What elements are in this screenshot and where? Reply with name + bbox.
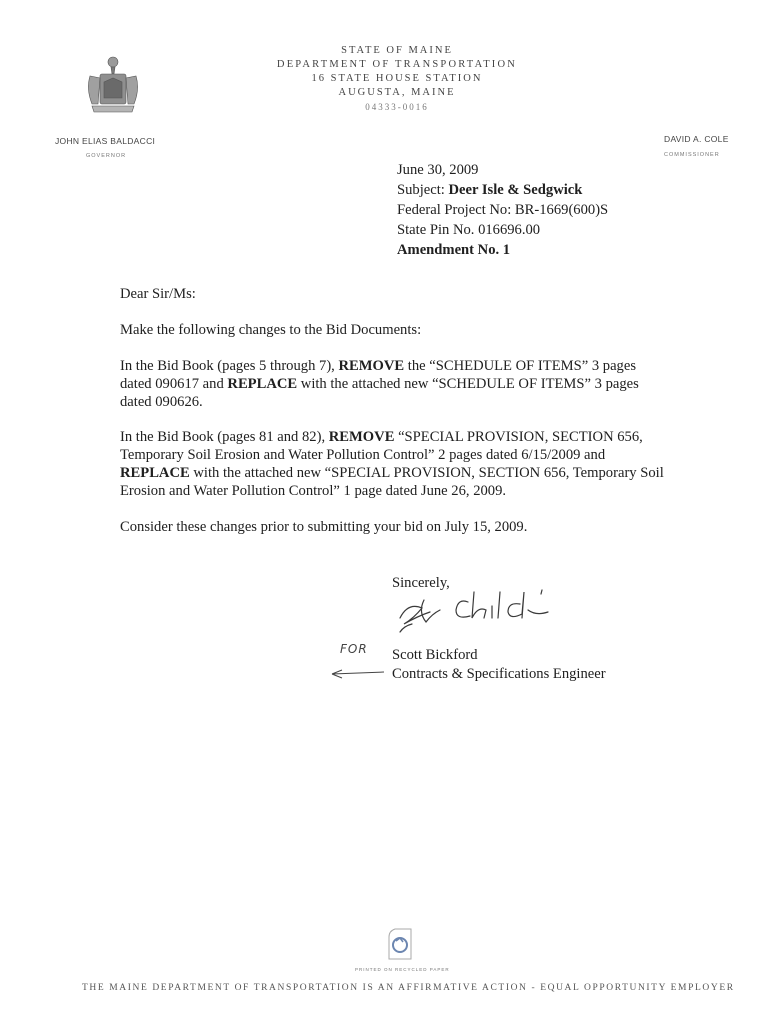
recycle-label: PRINTED ON RECYCLED PAPER: [355, 967, 450, 972]
commissioner-title: COMMISSIONER: [664, 152, 720, 158]
letterhead-zip: 04333-0016: [365, 102, 429, 112]
para1-text-2: the “SCHEDULE OF ITEMS” 3 pages dated 090617 and: [120, 358, 637, 392]
subject-value: Deer Isle & Sedgwick: [448, 182, 583, 198]
paragraph-2: [120, 428, 665, 500]
footer-text: THE MAINE DEPARTMENT OF TRANSPORTATION IS AN AFFIRMATIVE ACTION - EQUAL OPPORTUNITY EMPLOYER: [82, 983, 735, 993]
subject-line: [397, 180, 608, 200]
letterhead-state: STATE OF MAINE: [341, 45, 453, 56]
governor-name: JOHN ELIAS BALDACCI: [55, 136, 156, 146]
salutation: Dear Sir/Ms:: [120, 286, 196, 302]
para2-text-3: with the attached new “SPECIAL PROVISION, SECTION 656, Temporary Soil Erosion and Water Pollution Control” 1 page dated June 26, 2009.: [120, 465, 664, 499]
signature: [396, 588, 566, 636]
para1-replace: REPLACE: [227, 376, 298, 392]
signer-name: Scott Bickford: [392, 647, 478, 663]
paragraph-1: [120, 357, 665, 411]
governor-title: GOVERNOR: [86, 153, 127, 159]
para1-remove: REMOVE: [338, 358, 405, 374]
federal-project: Federal Project No: BR-1669(600)S: [397, 202, 609, 218]
para2-text-1: In the Bid Book (pages 81 and 82),: [120, 429, 329, 445]
letterhead-department: DEPARTMENT OF TRANSPORTATION: [276, 59, 518, 70]
signer-title: Contracts & Specifications Engineer: [392, 666, 606, 682]
para2-remove: REMOVE: [328, 429, 395, 445]
arrow-mark-icon: [328, 664, 388, 684]
letterhead-city: AUGUSTA, MAINE: [338, 87, 456, 98]
state-pin: State Pin No. 016696.00: [397, 222, 541, 238]
para1-text-3: with the attached new “SCHEDULE OF ITEMS” 3 pages dated 090626.: [120, 376, 639, 410]
state-seal: [78, 54, 148, 118]
closing-line: Consider these changes prior to submitting your bid on July 15, 2009.: [120, 519, 528, 535]
header-block: [397, 160, 608, 260]
for-mark: FOR: [340, 642, 368, 656]
para2-replace: REPLACE: [120, 465, 190, 481]
subject-label: Subject:: [397, 182, 449, 198]
amendment-number: Amendment No. 1: [397, 242, 511, 258]
letter-date: June 30, 2009: [397, 162, 479, 178]
commissioner-name: DAVID A. COLE: [664, 134, 729, 144]
sincerely: Sincerely,: [392, 575, 450, 591]
para2-text-2: “SPECIAL PROVISION, SECTION 656, Temporary Soil Erosion and Water Pollution Control” 2 pages dated 6/15/2009 and: [120, 429, 643, 463]
intro-line: Make the following changes to the Bid Documents:: [120, 322, 422, 338]
letterhead-address: 16 STATE HOUSE STATION: [311, 73, 483, 84]
letterhead-block: [247, 44, 547, 114]
recycle-icon: [383, 925, 417, 963]
para1-text-1: In the Bid Book (pages 5 through 7),: [120, 358, 339, 374]
